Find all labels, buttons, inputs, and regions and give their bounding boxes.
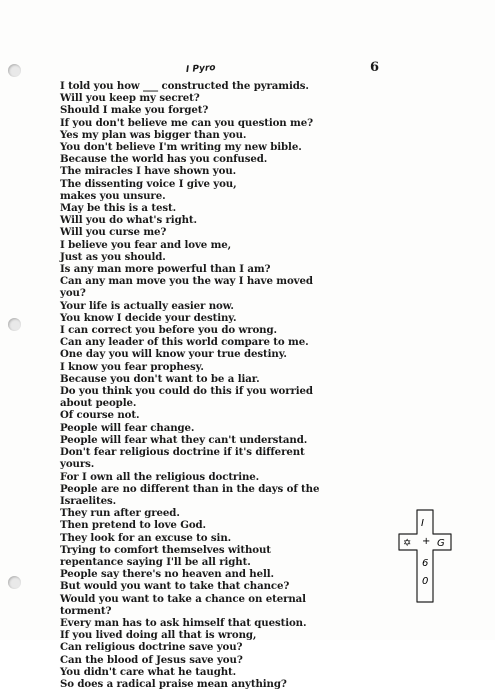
text-line: Can religious doctrine save you? (60, 641, 243, 654)
text-line: Your life is actually easier now. (60, 299, 234, 312)
text-line: For I own all the religious doctrine. (60, 470, 260, 483)
text-line: Israelites. (60, 494, 117, 507)
text-line: about people. (60, 397, 137, 410)
cross-letter-g: G (437, 538, 445, 549)
cross-number-six: 6 (422, 558, 429, 569)
text-line: I know you fear prophesy. (60, 360, 204, 373)
cross-plus: + (422, 536, 431, 547)
text-line: If you don't believe me can you question me? (60, 116, 313, 129)
text-line: Yes my plan was bigger than you. (60, 128, 247, 141)
cross-outline (399, 510, 451, 602)
text-line: I believe you fear and love me, (60, 238, 232, 251)
text-line: I told you how ___ constructed the pyramids. (60, 80, 309, 92)
binder-hole (8, 64, 21, 77)
text-line: Because the world has you confused. (60, 153, 268, 166)
text-line: Is any man more powerful than I am? (60, 263, 271, 276)
poem-text (60, 80, 420, 690)
page-number: 6 (370, 60, 380, 75)
text-line: You know I decide your destiny. (60, 311, 237, 324)
text-line: They look for an excuse to sin. (60, 531, 232, 544)
text-line: Should I make you forget? (60, 104, 209, 117)
text-line: makes you unsure. (60, 189, 166, 202)
handwritten-annotation: I Pyro (185, 62, 216, 76)
text-line: I can correct you before you do wrong. (60, 324, 277, 337)
text-line: Don't fear religious doctrine if it's different (60, 446, 305, 459)
text-line: Do you think you could do this if you worried (60, 385, 313, 398)
text-line: Just as you should. (60, 250, 166, 263)
text-line: People will fear change. (60, 421, 195, 434)
text-line: May be this is a test. (60, 202, 177, 215)
text-line: But would you want to take that chance? (60, 580, 290, 593)
text-line: yours. (60, 458, 95, 471)
cross-drawing (395, 508, 455, 604)
text-line: You don't believe I'm writing my new bible. (60, 141, 302, 154)
text-line: People will fear what they can't understand. (60, 433, 308, 446)
text-line: Trying to comfort themselves without (60, 543, 271, 556)
text-line: Then pretend to love God. (60, 519, 206, 532)
text-line: Can any leader of this world compare to me. (60, 336, 309, 349)
text-line: They run after greed. (60, 507, 180, 520)
text-line: If you lived doing all that is wrong, (60, 629, 257, 642)
text-line: Can the blood of Jesus save you? (60, 653, 243, 666)
cross-number-zero: 0 (422, 576, 429, 587)
text-line: Because you don't want to be a liar. (60, 372, 260, 385)
text-line: One day you will know your true destiny. (60, 348, 287, 361)
cross-letter-i: I (421, 518, 424, 529)
text-line: Every man has to ask himself that question. (60, 616, 307, 629)
text-line: Can any man move you the way I have moved (60, 275, 313, 288)
text-line: The miracles I have shown you. (60, 165, 237, 178)
text-line: you? (60, 287, 86, 300)
binder-hole (8, 576, 21, 589)
text-line: People are no different than in the days of the (60, 482, 320, 495)
text-line: People say there's no heaven and hell. (60, 568, 274, 581)
text-line: torment? (60, 604, 112, 617)
text-line: repentance saying I'll be all right. (60, 555, 251, 568)
star-of-david-icon: ✡ (403, 538, 412, 549)
text-line: Would you want to take a chance on eternal (60, 592, 306, 605)
text-line: Will you keep my secret? (60, 92, 200, 105)
text-line: Will you do what's right. (60, 214, 197, 227)
text-line: So does a radical praise mean anything? (60, 677, 287, 690)
text-line: The dissenting voice I give you, (60, 177, 237, 190)
binder-hole (8, 318, 21, 331)
text-line: Will you curse me? (60, 226, 167, 239)
text-line: Of course not. (60, 409, 140, 422)
text-line: You didn't care what he taught. (60, 665, 237, 678)
